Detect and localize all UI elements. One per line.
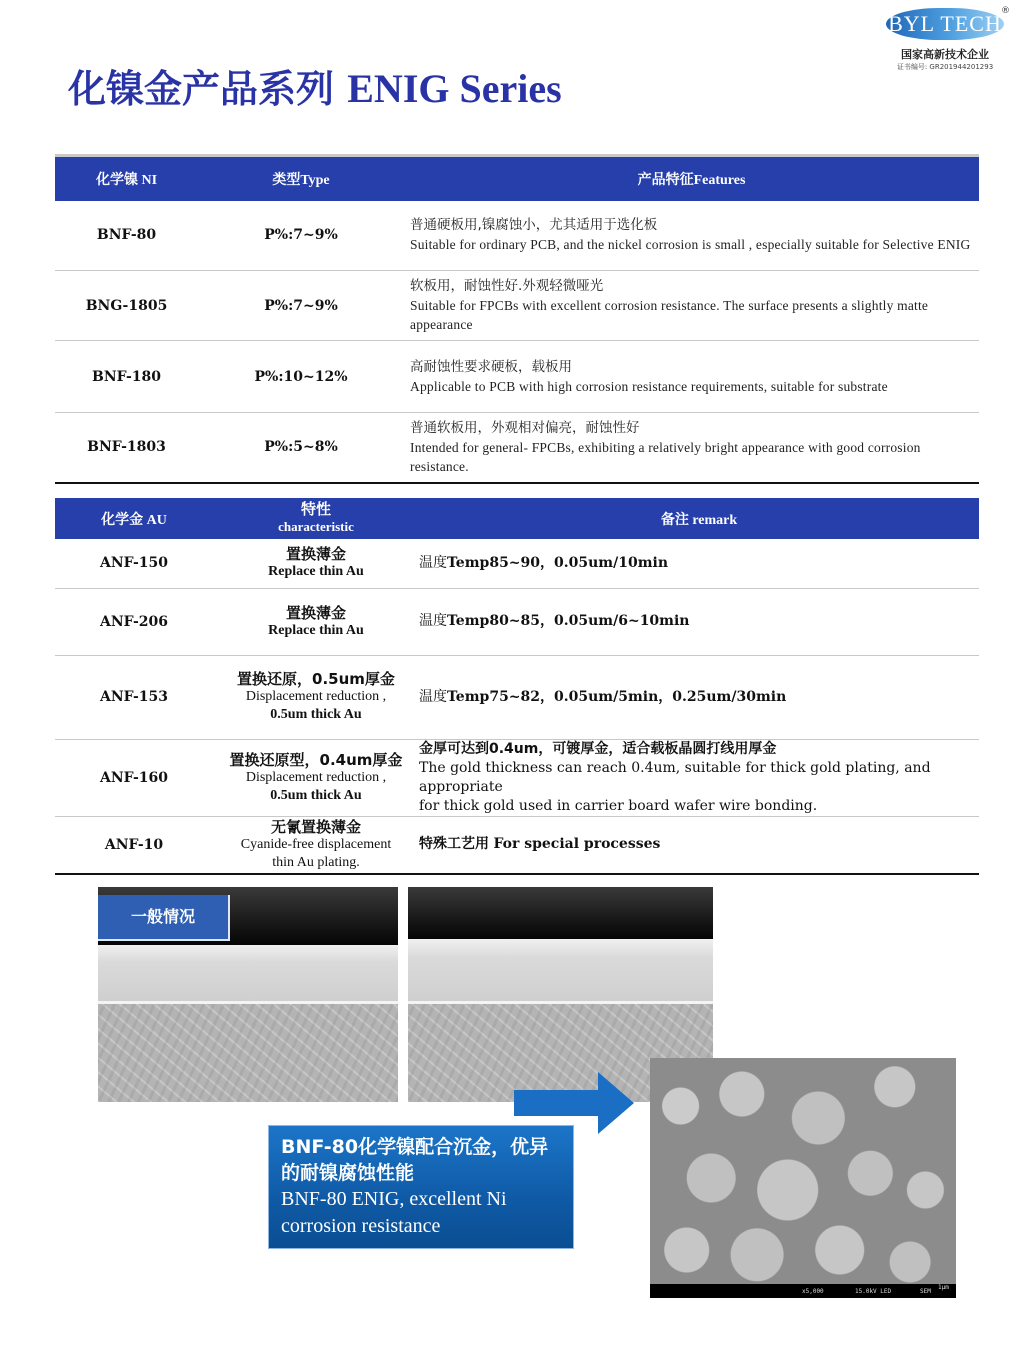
feature-cn: 高耐蚀性要求硬板，载板用	[410, 358, 572, 375]
characteristic-en: Replace thin Au	[268, 564, 364, 580]
nickel-product-table	[55, 154, 979, 484]
product-type: P%:7~9%	[198, 201, 404, 271]
header-au: 化学金 AU	[55, 498, 213, 539]
remark-en: The gold thickness can reach 0.4um, suitable for thick gold plating, and appropriate	[419, 759, 931, 795]
characteristic-en: Cyanide-free displacement	[240, 836, 392, 852]
table-row	[55, 201, 979, 271]
remark-en: For special processes	[493, 836, 661, 853]
header-type: 类型Type	[198, 156, 404, 201]
product-name: ANF-206	[55, 588, 213, 655]
product-type: P%:5~8%	[198, 413, 404, 483]
characteristic-en: Displacement reduction ,	[245, 689, 387, 704]
product-remark	[419, 739, 979, 816]
product-name: ANF-160	[55, 739, 213, 816]
sem-surface-image	[650, 1058, 956, 1298]
remark-en: Temp85~90，0.05um/10min	[447, 554, 669, 571]
table-row	[55, 413, 979, 483]
logo-text: BYL TECH	[888, 11, 1002, 36]
remark-cn: 特殊工艺用	[419, 836, 489, 853]
table-row	[55, 341, 979, 413]
product-name: ANF-150	[55, 539, 213, 588]
company-logo	[880, 6, 1010, 70]
sem-magnification: x5,000	[802, 1288, 824, 1295]
page-title	[68, 58, 562, 113]
remark-cn: 温度	[419, 554, 447, 571]
product-name: BNF-80	[55, 201, 198, 271]
sem-nickel-layer	[408, 939, 713, 1004]
product-remark	[419, 588, 979, 655]
product-name: BNG-1805	[55, 271, 198, 341]
feature-en: Suitable for FPCBs with excellent corrosion resistance. The surface presents a slightly matte appearance	[410, 298, 929, 332]
product-remark	[419, 539, 979, 588]
header-characteristic-cn: 特性	[300, 502, 331, 518]
feature-en: Applicable to PCB with high corrosion resistance requirements, suitable for substrate	[410, 378, 888, 394]
table-header-row	[55, 498, 979, 539]
registered-mark: ®	[1001, 6, 1010, 16]
table-header-row	[55, 156, 979, 201]
table-row	[55, 588, 979, 655]
product-characteristic	[213, 588, 419, 655]
title-en: ENIG Series	[347, 66, 562, 111]
callout-en: BNF-80 ENIG, excellent Ni corrosion resistance	[281, 1188, 507, 1237]
product-name: BNF-1803	[55, 413, 198, 483]
callout-cn: BNF-80化学镍配合沉金，优异的耐镍腐蚀性能	[281, 1136, 549, 1184]
characteristic-en-2: 0.5um thick Au	[270, 707, 362, 722]
product-name: ANF-153	[55, 655, 213, 739]
characteristic-en-2: 0.5um thick Au	[270, 787, 362, 803]
header-characteristic-en: characteristic	[278, 519, 354, 534]
product-characteristic	[213, 539, 419, 588]
header-characteristic	[213, 498, 419, 539]
callout-box	[268, 1125, 574, 1249]
sem-scale: 1μm	[938, 1284, 949, 1291]
header-features: 产品特征Features	[404, 156, 979, 201]
table-row	[55, 539, 979, 588]
certificate-number: 证书编号: GR201944201293	[896, 63, 994, 71]
remark-en: Temp80~85，0.05um/6~10min	[447, 613, 690, 629]
characteristic-cn: 置换还原型，0.4um厚金	[229, 750, 403, 769]
characteristic-en: Displacement reduction ,	[245, 769, 387, 785]
table-row	[55, 655, 979, 739]
product-features	[404, 201, 979, 271]
gold-product-table	[55, 498, 979, 875]
sem-mode: SEM	[920, 1288, 931, 1295]
header-ni: 化学镍 NI	[55, 156, 198, 201]
sem-resin-layer	[408, 887, 713, 939]
feature-en: Suitable for ordinary PCB, and the nickel corrosion is small , especially suitable for Selective ENIG	[410, 237, 971, 253]
characteristic-cn: 置换薄金	[285, 603, 346, 622]
table-row	[55, 739, 979, 816]
product-name: ANF-10	[55, 816, 213, 874]
logo-subtitle: 国家高新技术企业	[901, 48, 989, 61]
table-row	[55, 816, 979, 874]
characteristic-cn: 置换薄金	[285, 545, 346, 564]
product-characteristic	[213, 739, 419, 816]
feature-cn: 软板用，耐蚀性好.外观轻微哑光	[410, 278, 604, 294]
product-features	[404, 413, 979, 483]
characteristic-en: Replace thin Au	[268, 622, 364, 638]
feature-en: Intended for general- FPCBs, exhibiting a relatively bright appearance with good corrosion resistance.	[410, 439, 921, 474]
feature-cn: 普通软板用，外观相对偏亮，耐蚀性好	[410, 419, 640, 436]
characteristic-cn: 无氰置换薄金	[270, 817, 361, 836]
feature-cn: 普通硬板用,镍腐蚀小，尤其适用于选化板	[410, 217, 658, 234]
table-row	[55, 271, 979, 341]
remark-en: Temp75~82，0.05um/5min，0.25um/30min	[447, 688, 787, 705]
product-remark	[419, 816, 979, 874]
characteristic-en-2: thin Au plating.	[272, 854, 360, 870]
product-type: P%:7~9%	[198, 271, 404, 341]
product-features	[404, 341, 979, 413]
sem-info-bar	[650, 1284, 956, 1298]
remark-cn: 温度	[419, 688, 447, 705]
characteristic-cn: 置换还原，0.5um厚金	[237, 670, 395, 688]
product-characteristic	[213, 655, 419, 739]
remark-en-2: for thick gold used in carrier board wafer wire bonding.	[419, 797, 818, 814]
sem-voltage: 15.0kV LED	[855, 1288, 892, 1295]
remark-cn: 温度	[419, 613, 447, 629]
product-remark	[419, 655, 979, 739]
product-characteristic	[213, 816, 419, 874]
product-name: BNF-180	[55, 341, 198, 413]
product-type: P%:10~12%	[198, 341, 404, 413]
header-remark: 备注 remark	[419, 498, 979, 539]
general-case-tag: 一般情况	[98, 895, 230, 941]
title-cn: 化镍金产品系列	[68, 67, 335, 111]
product-features	[404, 271, 979, 341]
remark-cn: 金厚可达到0.4um，可镀厚金，适合载板晶圆打线用厚金	[419, 740, 777, 757]
sem-nickel-layer	[98, 945, 398, 1004]
